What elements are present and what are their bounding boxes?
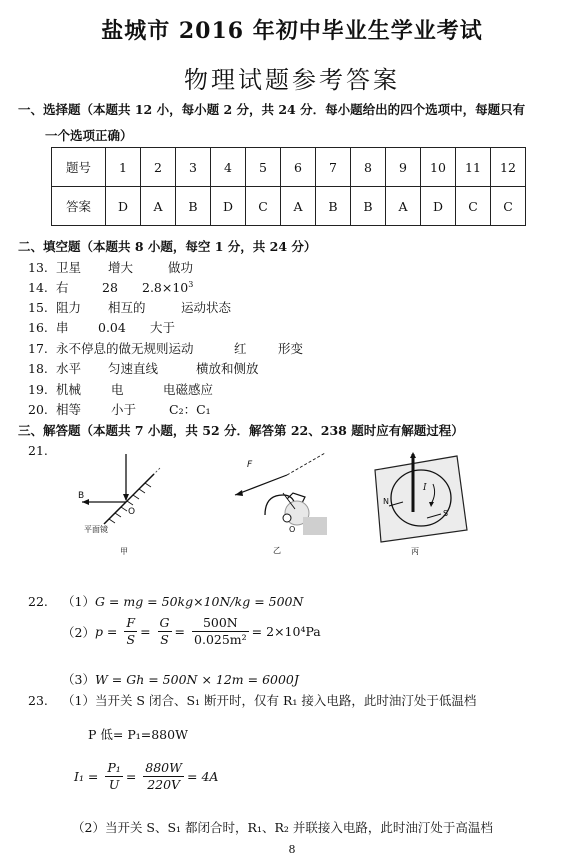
table-cell: 3 — [176, 148, 211, 187]
part-tag: （1） — [62, 594, 95, 609]
figure-caption: 甲 — [120, 547, 128, 556]
table-cell: 12 — [491, 148, 526, 187]
figure-solenoid — [367, 450, 472, 558]
question-number: 23. — [28, 693, 48, 708]
table-header-cell: 题号 — [52, 148, 106, 187]
answer-text: 横放和侧放 — [196, 361, 259, 376]
figure-caption: 丙 — [411, 547, 419, 556]
table-cell: A — [141, 187, 176, 226]
formula: W = Gh = 500N × 12m = 6000J — [94, 672, 299, 687]
table-cell: C — [491, 187, 526, 226]
section1-heading-cont: 一个选项正确） — [45, 128, 133, 143]
list-item — [28, 380, 213, 398]
answer-text: 形变 — [278, 341, 304, 356]
page-number: 8 — [288, 843, 296, 856]
table-cell: 4 — [211, 148, 246, 187]
answer-text: 阻力 — [56, 300, 82, 315]
answer-text: 电 — [111, 382, 124, 397]
table-cell: A — [281, 187, 316, 226]
item-number: 17. — [28, 341, 48, 356]
label-f: F — [247, 460, 253, 470]
fraction — [105, 760, 122, 793]
table-cell: B — [351, 187, 386, 226]
label-n: N — [383, 497, 389, 506]
question-23-part1 — [28, 691, 476, 709]
table-cell: D — [106, 187, 141, 226]
answer-text: 28 — [102, 280, 118, 295]
item-number: 18. — [28, 361, 48, 376]
label-b: B — [78, 491, 85, 501]
numerator: 880W — [145, 760, 182, 775]
table-cell: 8 — [351, 148, 386, 187]
table-header-cell: 答案 — [52, 187, 106, 226]
part-tag: （2） — [62, 624, 95, 640]
answer-text: 匀速直线 — [108, 361, 159, 376]
table-cell: B — [316, 187, 351, 226]
fraction — [124, 615, 137, 648]
list-item — [28, 359, 259, 377]
table-cell: 10 — [421, 148, 456, 187]
answer-text: 2.8×10 — [142, 280, 189, 295]
fraction — [158, 615, 172, 648]
denominator: S — [126, 632, 136, 647]
answer-text: 红 — [234, 341, 247, 356]
result: = 4A — [187, 769, 219, 784]
answer-text: 运动状态 — [181, 300, 232, 315]
table-row-answers — [52, 187, 526, 226]
figure-reflection — [74, 452, 174, 557]
current-formula: I₁ = $\frac{\text{P₁}}{U}$ = $\frac{880W}{220V}$ = 4A — [74, 760, 219, 792]
label-o: O — [289, 525, 296, 534]
item-number: 19. — [28, 382, 48, 397]
item-number: 13. — [28, 260, 48, 275]
item-number: 20. — [28, 402, 48, 417]
table-cell: C — [246, 187, 281, 226]
formula-lhs: I₁ = — [74, 769, 99, 784]
table-cell: 5 — [246, 148, 281, 187]
question-22-part2: （2）p = $\frac{F}{S}$ = $\frac{G}{S}$ = $\frac{500N}{\text{0.025m²}}$ = 2×10⁴Pa — [62, 615, 321, 647]
numerator: 500N — [192, 615, 249, 632]
table-cell: 9 — [386, 148, 421, 187]
table-cell: 1 — [106, 148, 141, 187]
answer-text: 增大 — [108, 260, 134, 275]
section1-heading: 一、选择题（本题共 12 小，每小题 2 分，共 24 分．每小题给出的四个选项中，每题只有 — [18, 102, 526, 117]
question-number: 21. — [28, 443, 48, 458]
answer-text: 右 — [56, 280, 69, 295]
item-number: 15. — [28, 300, 48, 315]
table-cell: 11 — [456, 148, 491, 187]
section2-heading: 二、填空题（本题共 8 小题，每空 1 分，共 24 分） — [18, 239, 317, 254]
label-i: I — [423, 483, 427, 493]
numerator: G — [159, 615, 170, 630]
answer-table — [51, 147, 526, 226]
mirror-label: 平面镜 — [84, 525, 108, 534]
answer-text: 电磁感应 — [163, 382, 214, 397]
table-cell: 2 — [141, 148, 176, 187]
question-22-part3 — [62, 670, 299, 688]
paragraph: （2）当开关 S、S₁ 都闭合时，R₁、R₂ 并联接入电路，此时油汀处于高温档 — [72, 820, 493, 835]
figure-lever — [225, 445, 340, 557]
table-row-numbers — [52, 148, 526, 187]
answer-text: C₂：C₁ — [169, 402, 211, 417]
list-item — [28, 258, 193, 276]
answer-text: 相互的 — [108, 300, 146, 315]
label-s: S — [443, 509, 449, 518]
table-cell: D — [211, 187, 246, 226]
formula: G = mg = 50kg×10N/kg = 500N — [94, 594, 304, 609]
numerator: P₁ — [107, 760, 121, 775]
answer-text: 相等 — [56, 402, 82, 417]
label-o: O — [128, 507, 136, 517]
table-cell: C — [456, 187, 491, 226]
table-cell: 6 — [281, 148, 316, 187]
section3-heading: 三、解答题（本题共 7 小题，共 52 分．解答第 22、238 题时应有解题过程） — [18, 423, 464, 438]
fraction — [192, 615, 249, 648]
table-cell: 7 — [316, 148, 351, 187]
list-item — [28, 318, 175, 336]
figure-caption: 乙 — [273, 546, 281, 555]
question-22-part1 — [28, 592, 303, 610]
superscript: 3 — [188, 279, 194, 289]
denominator: 220V — [147, 777, 181, 792]
answer-text: 永不停息的做无规则运动 — [56, 341, 194, 356]
list-item — [28, 298, 231, 316]
paragraph: （1）当开关 S 闭合、S₁ 断开时，仅有 R₁ 接入电路，此时油汀处于低温档 — [62, 693, 477, 708]
table-cell: B — [176, 187, 211, 226]
fraction — [143, 760, 184, 793]
answer-text: 串 — [56, 320, 69, 335]
question-number: 22. — [28, 594, 48, 609]
answer-text: 小于 — [111, 402, 137, 417]
page-title: 盐城市 2016 年初中毕业生学业考试 — [101, 18, 483, 44]
answer-text: 水平 — [56, 361, 82, 376]
denominator: 0.025m² — [194, 632, 247, 647]
answer-text: 大于 — [150, 320, 176, 335]
answer-text: 机械 — [56, 382, 82, 397]
formula-lhs: p = — [94, 624, 118, 639]
item-number: 14. — [28, 280, 48, 295]
answer-text: 卫星 — [56, 260, 82, 275]
list-item — [28, 339, 303, 357]
denominator: S — [160, 632, 169, 647]
answer-text: 做功 — [168, 260, 194, 275]
item-number: 16. — [28, 320, 48, 335]
table-cell: D — [421, 187, 456, 226]
table-cell: A — [386, 187, 421, 226]
numerator: F — [126, 615, 136, 630]
answer-text: 0.04 — [98, 320, 126, 335]
power-line: P 低= P₁=880W — [88, 727, 188, 742]
part-tag: （3） — [62, 672, 95, 687]
list-item — [28, 278, 193, 296]
page-subtitle: 物理试题参考答案 — [184, 66, 400, 94]
list-item — [28, 400, 211, 418]
denominator: U — [108, 777, 120, 792]
result: = 2×10⁴Pa — [251, 624, 321, 639]
